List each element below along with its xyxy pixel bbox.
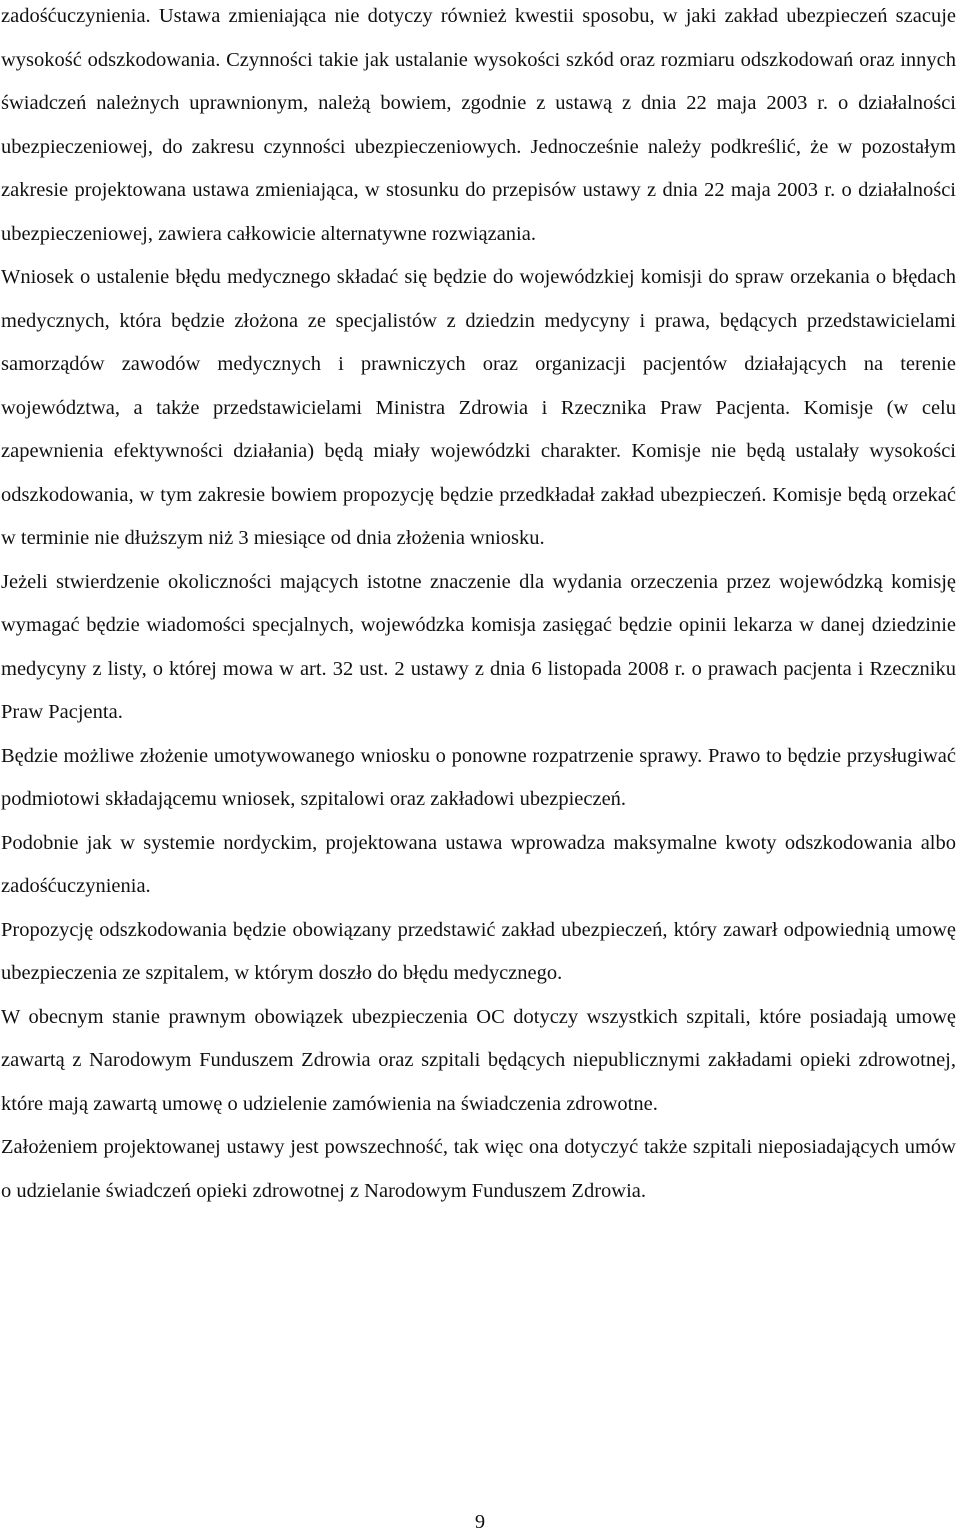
paragraph-1: zadośćuczynienia. Ustawa zmieniająca nie dotyczy również kwestii sposobu, w jaki zakład ubezpieczeń szacuje wysokość odszkodowania. Czynności takie jak ustalanie wysokości szkód oraz rozmiaru odszkodowań oraz innych świadczeń należnych uprawnionym, należą bowiem, zgodnie z ustawą z dnia 22 maja 2003 r. o działalności ubezpieczeniowej, do zakresu czynności ubezpieczeniowych. Jednocześnie należy podkreślić, że w pozostałym zakresie projektowana ustawa zmieniająca, w stosunku do przepisów ustawy z dnia 22 maja 2003 r. o działalności ubezpieczeniowej, zawiera całkowicie alternatywne rozwiązania. — [1, 5, 956, 245]
paragraph-3: Jeżeli stwierdzenie okoliczności mających istotne znaczenie dla wydania orzeczenia przez wojewódzką komisję wymagać będzie wiadomości specjalnych, wojewódzka komisja zasięgać będzie opinii lekarza w danej dziedzinie medycyny z listy, o której mowa w art. 32 ust. 2 ustawy z dnia 6 listopada 2008 r. o prawach pacjenta i Rzeczniku Praw Pacjenta. — [1, 570, 956, 723]
paragraph-5: Podobnie jak w systemie nordyckim, projektowana ustawa wprowadza maksymalne kwoty odszkodowania albo zadośćuczynienia. — [1, 831, 956, 897]
paragraph-8: Założeniem projektowanej ustawy jest powszechność, tak więc ona dotyczyć także szpitali nieposiadających umów o udzielanie świadczeń opieki zdrowotnej z Narodowym Funduszem Zdrowia. — [1, 1136, 956, 1202]
paragraph-2: Wniosek o ustalenie błędu medycznego składać się będzie do wojewódzkiej komisji do spraw orzekania o błędach medycznych, która będzie złożona ze specjalistów z dziedzin medycyny i prawa, będących przedstawicielami samorządów zawodów medycznych i prawniczych oraz organizacji pacjentów działających na terenie województwa, a także przedstawicielami Ministra Zdrowia i Rzecznika Praw Pacjenta. Komisje (w celu zapewnienia efektywności działania) będą miały wojewódzki charakter. Komisje nie będą ustalały wysokości odszkodowania, w tym zakresie bowiem propozycję będzie przedkładał zakład ubezpieczeń. Komisje będą orzekać w terminie nie dłuższym niż 3 miesiące od dnia złożenia wniosku. — [1, 266, 956, 549]
paragraph-7: W obecnym stanie prawnym obowiązek ubezpieczenia OC dotyczy wszystkich szpitali, które posiadają umowę zawartą z Narodowym Funduszem Zdrowia oraz szpitali będących niepublicznymi zakładami opieki zdrowotnej, które mają zawartą umowę o udzielenie zamówienia na świadczenia zdrowotne. — [1, 1005, 956, 1115]
paragraph-4: Będzie możliwe złożenie umotywowanego wniosku o ponowne rozpatrzenie sprawy. Prawo to będzie przysługiwać podmiotowi składającemu wniosek, szpitalowi oraz zakładowi ubezpieczeń. — [1, 744, 956, 810]
page-number: 9 — [474, 1511, 486, 1533]
body-text — [1, 0, 956, 1213]
paragraph-6: Propozycję odszkodowania będzie obowiązany przedstawić zakład ubezpieczeń, który zawarł odpowiednią umowę ubezpieczenia ze szpitalem, w którym doszło do błędu medycznego. — [1, 918, 956, 984]
